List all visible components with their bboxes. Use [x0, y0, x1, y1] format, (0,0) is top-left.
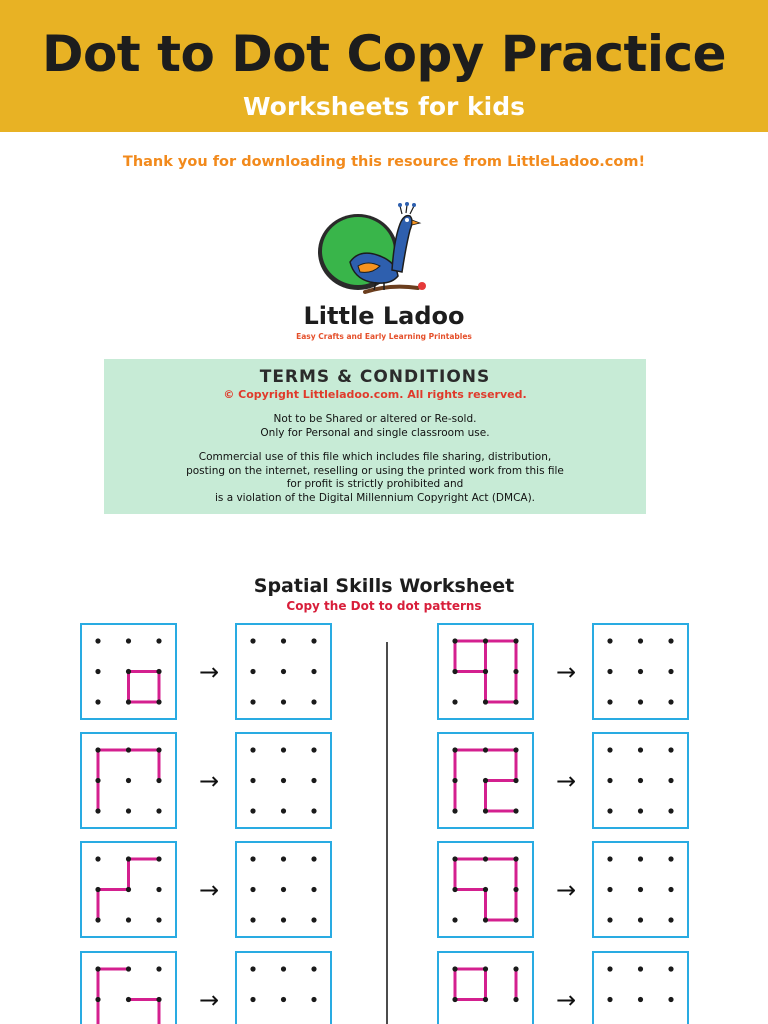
peacock-icon: [310, 200, 460, 302]
page-title: Dot to Dot Copy Practice: [41, 25, 727, 83]
box-frame: [593, 624, 688, 719]
box-frame: [81, 624, 176, 719]
pattern-box: [81, 952, 176, 1024]
pattern-box: [81, 624, 176, 719]
terms-line: Not to be Shared or altered or Re-sold.: [273, 413, 477, 425]
terms-line: Only for Personal and single classroom use.: [260, 426, 490, 439]
box-frame: [438, 952, 533, 1024]
box-frame: [236, 842, 331, 937]
terms-line: for profit is strictly prohibited and: [286, 478, 464, 490]
thanks-message: Thank you for downloading this resource from LittleLadoo.com!: [122, 154, 646, 170]
terms-line: Commercial use of this file which includes file sharing, distribution,: [198, 451, 552, 463]
arrow-right-icon: →: [198, 658, 220, 686]
box-frame: [593, 733, 688, 828]
box-frame: [81, 842, 176, 937]
copy-box[interactable]: [236, 842, 331, 937]
copy-box[interactable]: [236, 624, 331, 719]
arrow-right-icon: →: [198, 876, 220, 904]
pattern-box: [81, 733, 176, 828]
terms-line: is a violation of the Digital Millennium Copyright Act (DMCA).: [214, 491, 536, 504]
arrow-right-icon: →: [555, 876, 577, 904]
copy-box[interactable]: [236, 733, 331, 828]
pattern-box: [438, 733, 533, 828]
box-frame: [236, 952, 331, 1024]
header-banner: [0, 0, 768, 132]
terms-copyright: © Copyright Littleladoo.com. All rights reserved.: [223, 388, 527, 401]
page-subtitle: Worksheets for kids: [243, 92, 525, 121]
box-frame: [81, 733, 176, 828]
box-frame: [236, 733, 331, 828]
box-frame: [593, 842, 688, 937]
arrow-right-icon: →: [198, 767, 220, 795]
box-frame: [438, 733, 533, 828]
box-frame: [236, 624, 331, 719]
pattern-box: [438, 952, 533, 1024]
copy-box[interactable]: [236, 952, 331, 1024]
copy-box[interactable]: [593, 842, 688, 937]
worksheet-subtitle: Copy the Dot to dot patterns: [286, 599, 482, 613]
worksheet-title: Spatial Skills Worksheet: [253, 575, 515, 597]
box-frame: [438, 624, 533, 719]
box-frame: [593, 952, 688, 1024]
copy-box[interactable]: [593, 952, 688, 1024]
terms-panel: [104, 359, 646, 514]
arrow-right-icon: →: [555, 767, 577, 795]
logo-tagline: Easy Crafts and Early Learning Printables: [296, 332, 472, 341]
terms-title: TERMS & CONDITIONS: [259, 367, 491, 387]
copy-box[interactable]: [593, 624, 688, 719]
arrow-right-icon: →: [555, 658, 577, 686]
logo-name: Little Ladoo: [303, 302, 465, 330]
box-frame: [81, 952, 176, 1024]
arrow-right-icon: →: [555, 986, 577, 1014]
terms-line: posting on the internet, reselling or using the printed work from this file: [186, 464, 564, 477]
copy-box[interactable]: [593, 733, 688, 828]
pattern-box: [438, 624, 533, 719]
pattern-box: [438, 842, 533, 937]
arrow-right-icon: →: [198, 986, 220, 1014]
pattern-box: [81, 842, 176, 937]
box-frame: [438, 842, 533, 937]
